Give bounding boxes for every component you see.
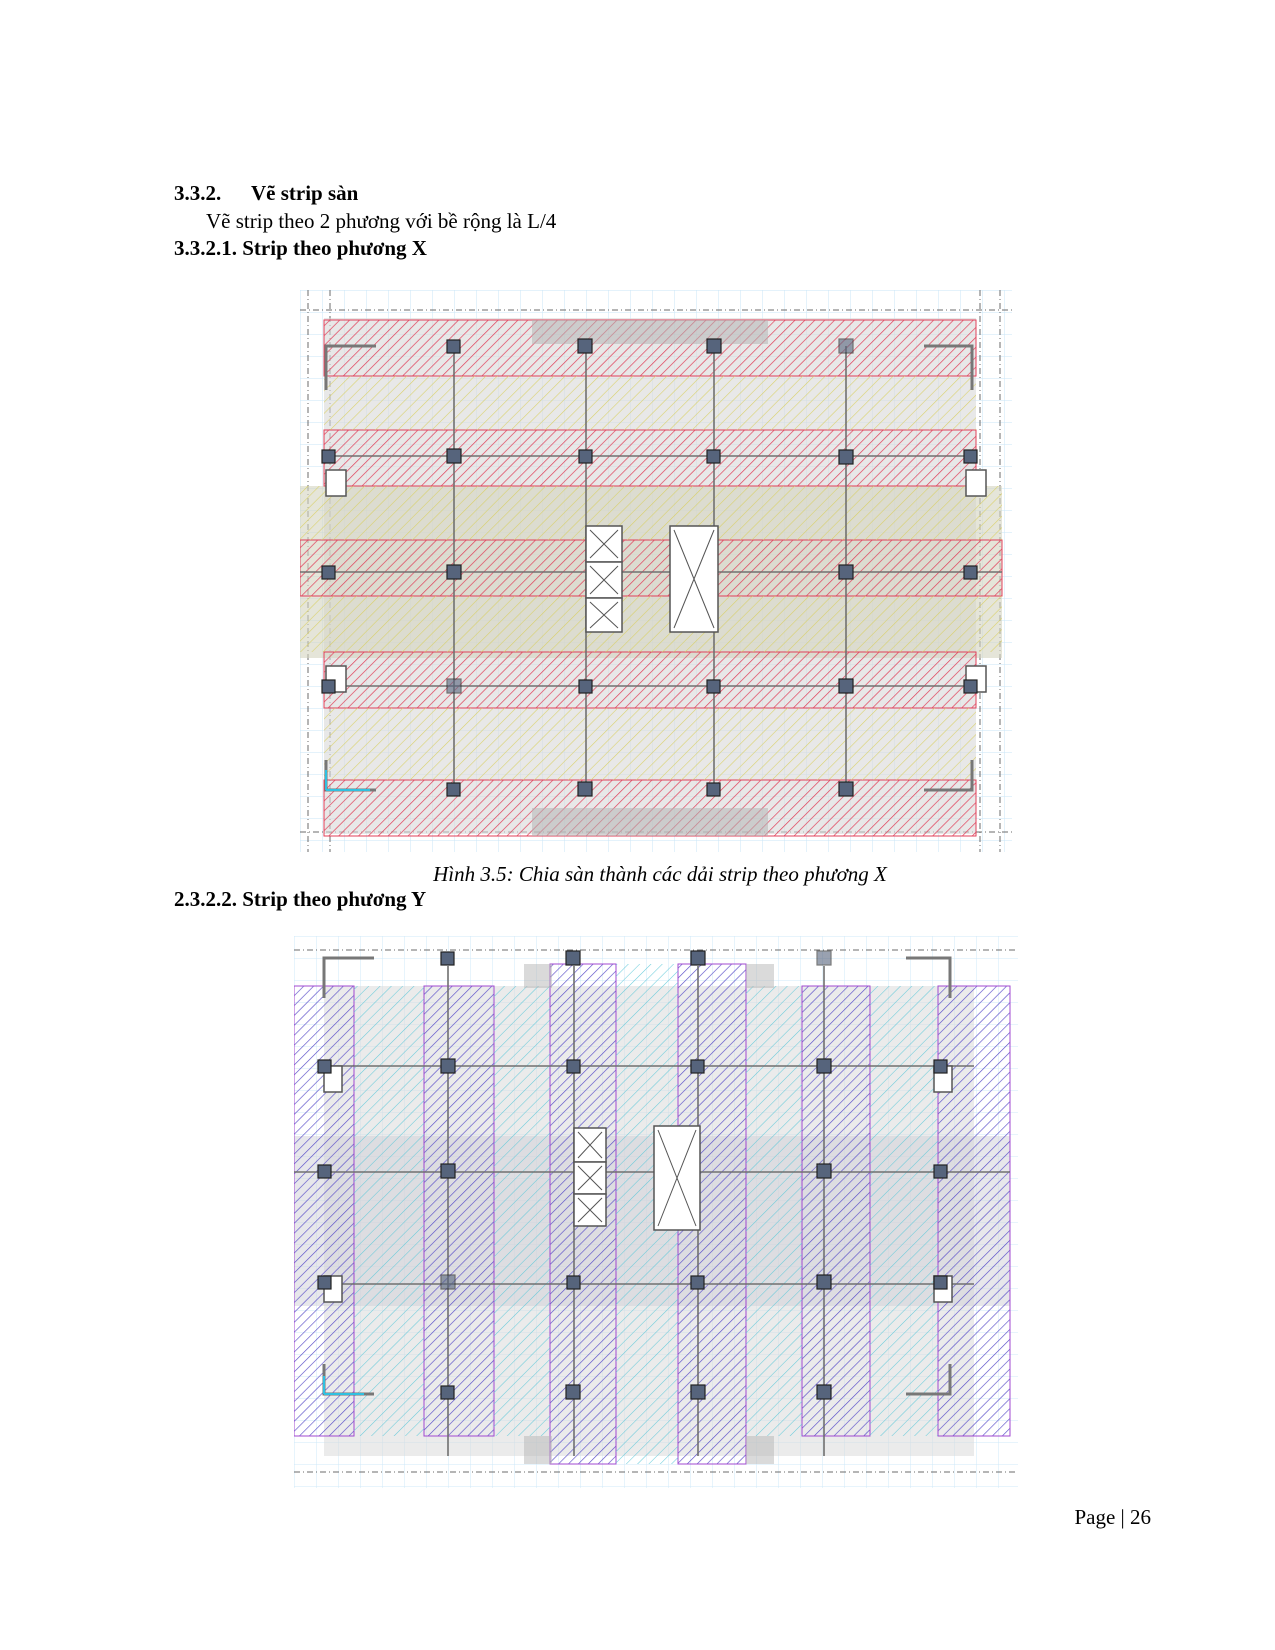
figure-1-caption: Hình 3.5: Chia sàn thành các dải strip theo phương X: [433, 862, 887, 886]
intro-text: Vẽ strip theo 2 phương với bề rộng là L/4: [206, 209, 557, 233]
strip-x-figure: [300, 290, 1012, 852]
subsection-y-heading: 2.3.2.2. Strip theo phương Y: [174, 887, 427, 911]
strip-y-figure: [294, 936, 1018, 1488]
section-number: 3.3.2.: [174, 181, 222, 205]
section-title: Vẽ strip sàn: [251, 181, 359, 205]
page-number: Page | 26: [1074, 1505, 1151, 1529]
subsection-x-heading: 3.3.2.1. Strip theo phương X: [174, 236, 427, 260]
section-heading: [174, 181, 358, 206]
